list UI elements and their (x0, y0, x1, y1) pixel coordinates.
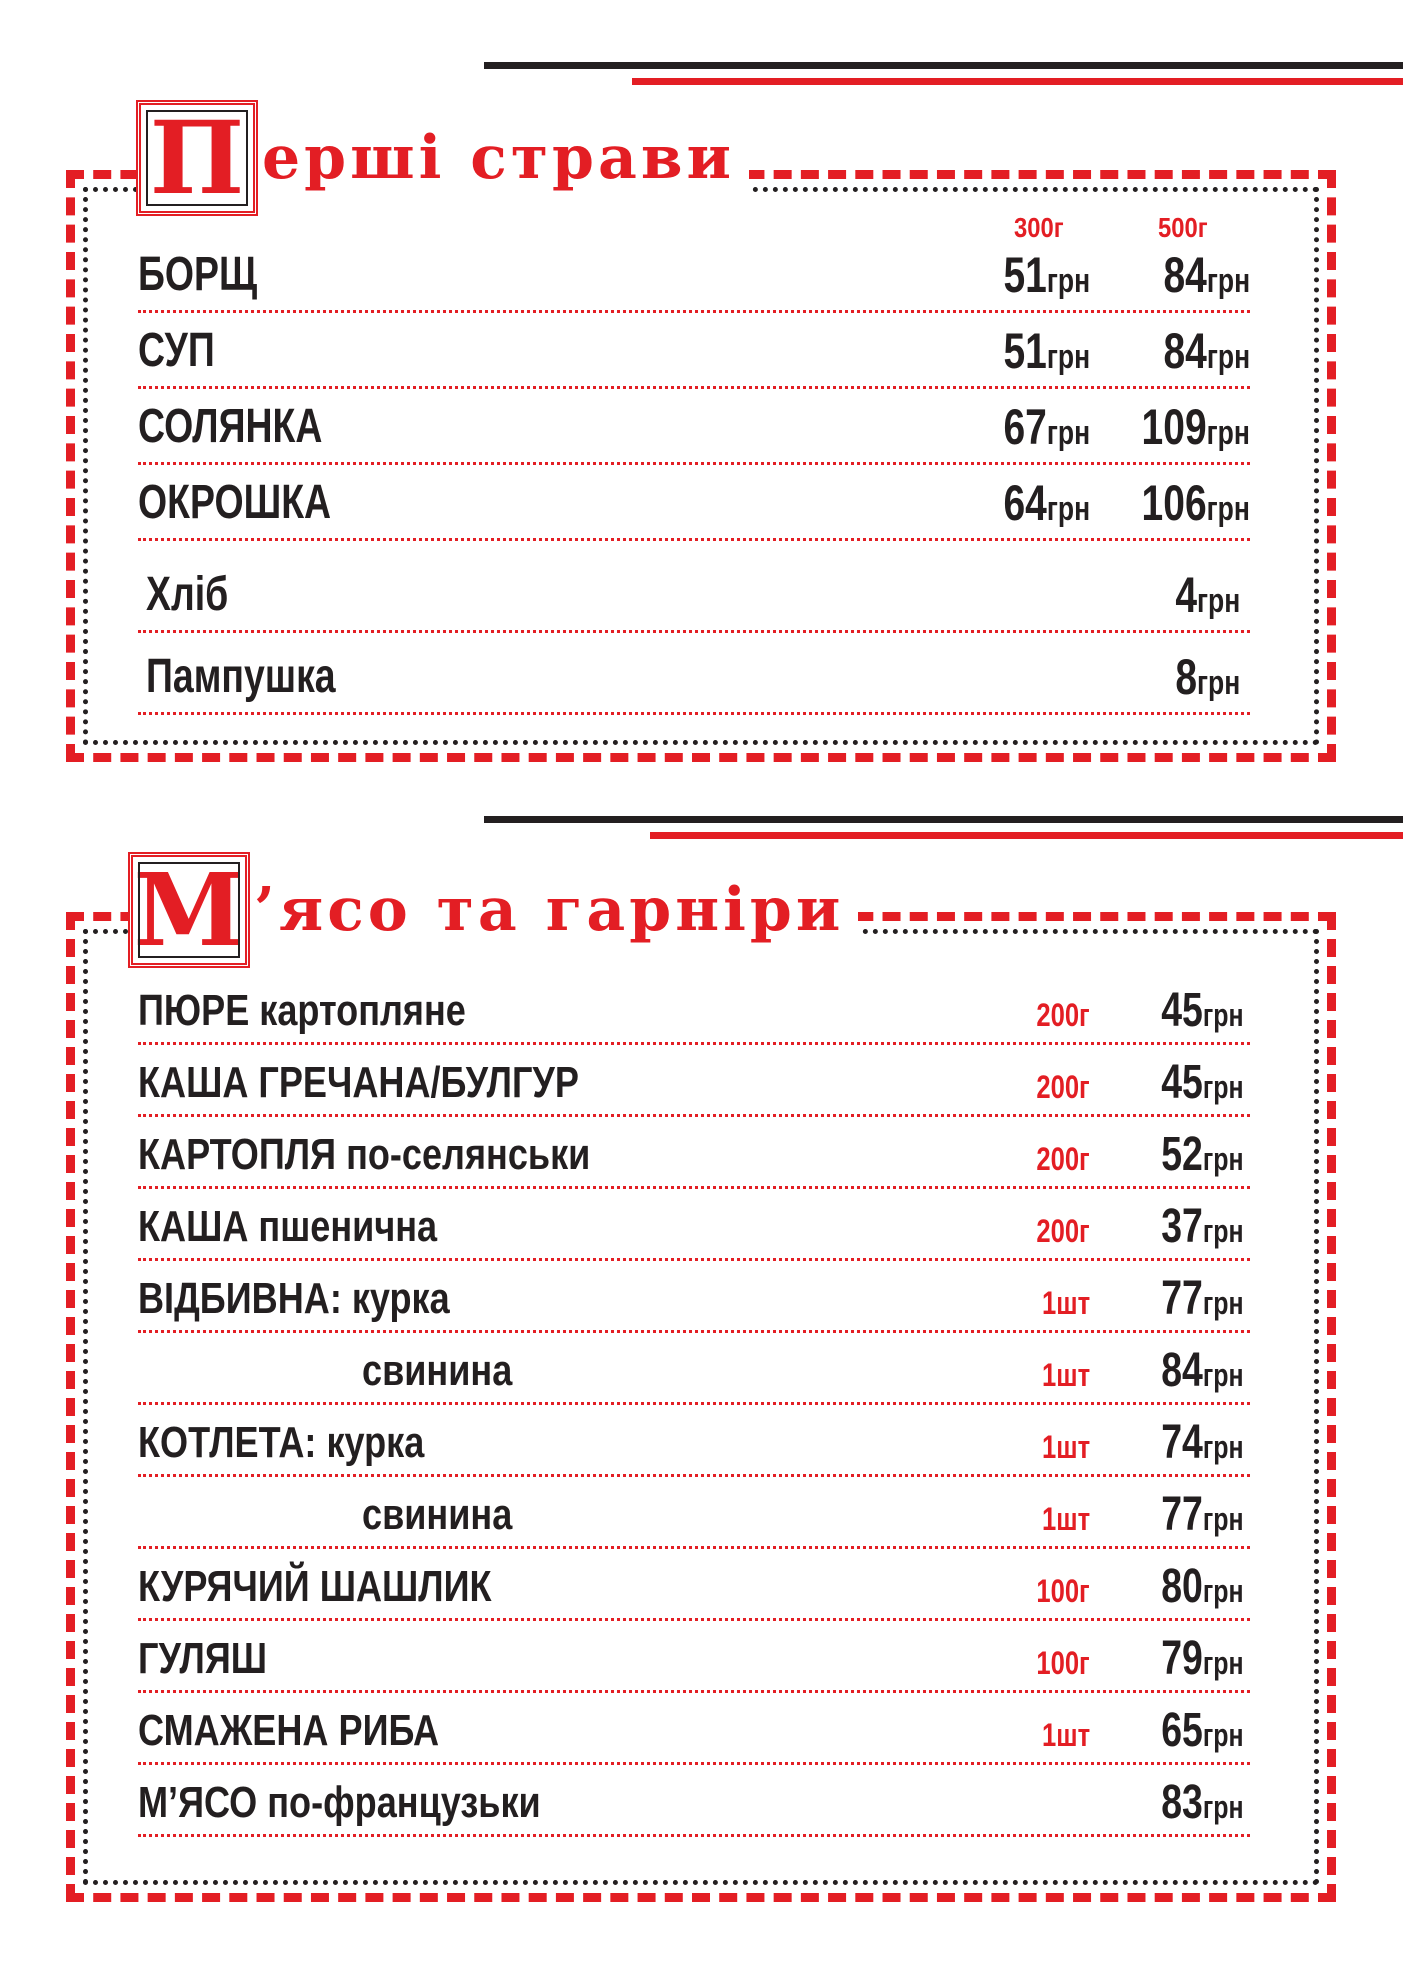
price: 45грн (1161, 1056, 1244, 1109)
menu-row (138, 1700, 1250, 1765)
section1-title (136, 100, 749, 216)
price-500g: 106грн (1141, 475, 1250, 531)
portion-weight: 1шт (1041, 1429, 1090, 1465)
dish-name: КАША ГРЕЧАНА/БУЛГУР (138, 1058, 579, 1107)
portion-weight: 200г (1036, 1141, 1090, 1177)
dish-name: свинина (362, 1490, 513, 1539)
portion-weight: 200г (1036, 997, 1090, 1033)
dish-name: КУРЯЧИЙ ШАШЛИК (138, 1562, 492, 1611)
price: 4грн (1175, 567, 1240, 623)
price: 77грн (1161, 1272, 1244, 1325)
menu-row (138, 642, 1250, 715)
price: 52грн (1161, 1128, 1244, 1181)
price-300g: 51грн (1003, 323, 1090, 379)
menu-row (138, 474, 1250, 541)
menu-row (138, 1772, 1250, 1837)
dish-name: КОТЛЕТА: курка (138, 1418, 425, 1467)
dish-name: ГУЛЯШ (138, 1634, 268, 1683)
menu-row (138, 1484, 1250, 1549)
price-500g: 84грн (1163, 247, 1250, 303)
menu-row (138, 1268, 1250, 1333)
top-rule-black-1 (484, 62, 1403, 69)
portion-weight: 1шт (1041, 1501, 1090, 1537)
price: 45грн (1161, 984, 1244, 1037)
price: 79грн (1161, 1632, 1244, 1685)
section1-initial: П (136, 100, 258, 216)
menu-row (138, 398, 1250, 465)
section1-title-text: ерші страви (262, 123, 736, 193)
price: 84грн (1161, 1344, 1244, 1397)
dish-name: СУП (138, 324, 215, 377)
dish-name: ВІДБИВНА: курка (138, 1274, 450, 1323)
menu-row (138, 1412, 1250, 1477)
dish-name: КАРТОПЛЯ по-селянськи (138, 1130, 591, 1179)
menu-row (138, 1052, 1250, 1117)
price: 80грн (1161, 1560, 1244, 1613)
dish-name: Хліб (146, 568, 229, 621)
top-rule-black-2 (484, 816, 1403, 823)
dish-name: Пампушка (146, 650, 336, 703)
portion-weight: 100г (1036, 1573, 1090, 1609)
menu-row (138, 246, 1250, 313)
portion-weight: 1шт (1041, 1357, 1090, 1393)
menu-row (138, 560, 1250, 633)
menu-row (138, 980, 1250, 1045)
portion-weight: 100г (1036, 1645, 1090, 1681)
dish-name: ОКРОШКА (138, 476, 332, 529)
dish-name: БОРЩ (138, 248, 258, 301)
price-500g: 84грн (1163, 323, 1250, 379)
dish-name: свинина (362, 1346, 513, 1395)
dish-name: ПЮРЕ картопляне (138, 986, 466, 1035)
dish-name: М’ЯСО по-французьки (138, 1778, 541, 1827)
menu-row (138, 1124, 1250, 1189)
portion-weight: 1шт (1041, 1717, 1090, 1753)
portion-weight: 200г (1036, 1069, 1090, 1105)
menu-row (138, 1628, 1250, 1693)
dish-name: СМАЖЕНА РИБА (138, 1706, 440, 1755)
portion-weight: 1шт (1041, 1285, 1090, 1321)
menu-row (138, 1340, 1250, 1405)
top-rule-red-1 (632, 78, 1403, 85)
col-header-500g: 500г (1158, 212, 1208, 243)
price: 65грн (1161, 1704, 1244, 1757)
price-300g: 67грн (1003, 399, 1090, 455)
section2-initial: М (128, 852, 250, 968)
price: 37грн (1161, 1200, 1244, 1253)
section2-title (128, 852, 858, 968)
portion-weight: 200г (1036, 1213, 1090, 1249)
dish-name: КАША пшенична (138, 1202, 438, 1251)
menu-row (138, 322, 1250, 389)
price-500g: 109грн (1141, 399, 1250, 455)
menu-row (138, 1556, 1250, 1621)
menu-row (138, 1196, 1250, 1261)
price: 8грн (1175, 649, 1240, 705)
section2-title-text: ’ясо та гарніри (254, 875, 845, 945)
price-300g: 51грн (1003, 247, 1090, 303)
price: 74грн (1161, 1416, 1244, 1469)
price-300g: 64грн (1003, 475, 1090, 531)
top-rule-red-2 (650, 832, 1403, 839)
col-header-300g: 300г (1014, 212, 1064, 243)
price: 83грн (1161, 1776, 1244, 1829)
price: 77грн (1161, 1488, 1244, 1541)
dish-name: СОЛЯНКА (138, 400, 323, 453)
